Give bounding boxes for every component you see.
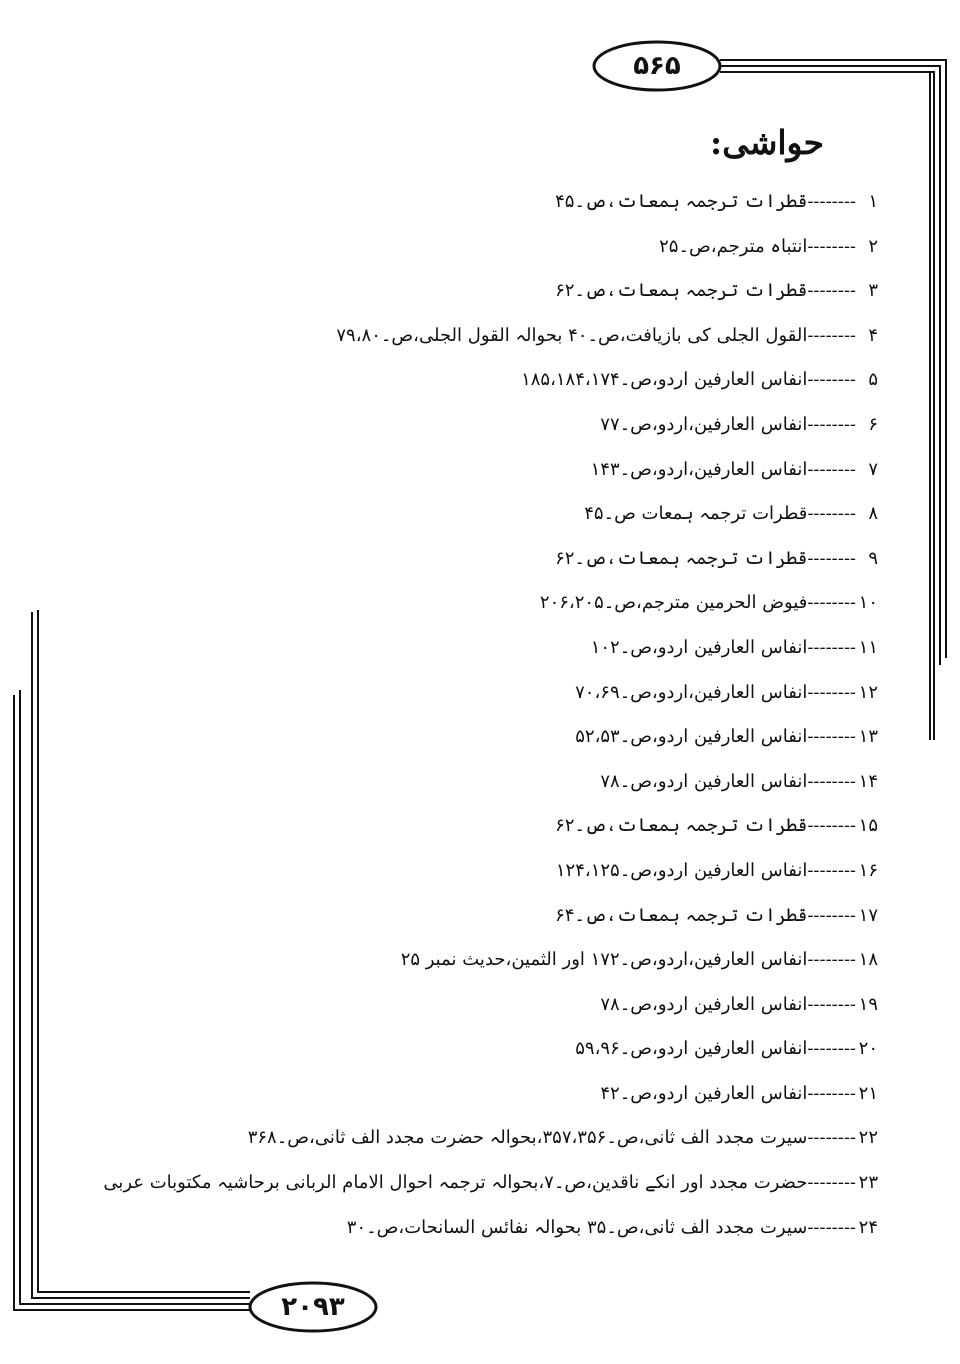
footnote-number: ۱ [868,191,878,212]
footnote-19 [178,983,878,1028]
footnote-number: ۲۲ [858,1127,878,1149]
footnote-number: ۸ [868,503,878,525]
footnote-text: انفاس العارفین،اردو،ص۔۷۰،۶۹ [575,681,808,703]
footnote-text: انفاس العارفین اردو،ص۔۴۲ [600,1082,808,1104]
footnote-dash: -------- [807,949,856,971]
footnote-text: قطرات ترجمہ ہمعات ص۔۴۵ [584,503,808,525]
footnote-16 [178,849,878,894]
footnote-17 [178,894,878,939]
footnote-number: ۹ [868,547,878,569]
footnote-21 [178,1072,878,1117]
footnote-text: انفاس العارفین اردو،ص۔۷۸ [600,993,808,1015]
footnote-dash: -------- [807,235,856,257]
footnote-number: ۵ [868,369,878,391]
footnote-text: قطرات ترجمہ ہمعات،ص۔۶۴ [555,904,808,926]
footnote-dash: -------- [807,503,856,525]
footnote-number: ۱۱ [858,636,878,658]
footnote-dash: -------- [807,369,856,391]
footnote-11 [178,626,878,671]
footnote-text: سیرت مجدد الف ثانی،ص۔۳۵ بحوالہ نفائس السانحات،ص۔۳۰ [346,1216,808,1238]
footnote-dash: -------- [807,1127,856,1149]
footnote-1 [178,180,878,225]
footnote-dash: -------- [807,904,856,926]
footnote-8 [178,492,878,537]
bottom-page-number: ۲۰۹۳ [281,1292,345,1322]
footnote-dash: -------- [807,1216,856,1238]
footnote-text: انفاس العارفین،اردو،ص۔۱۷۲ اور الثمین،حدیث نمبر ۲۵ [400,949,808,971]
footnote-3 [178,269,878,314]
footnote-10 [178,581,878,626]
footnote-number: ۱۹ [858,993,878,1015]
footnote-4 [178,314,878,359]
footnote-7 [178,448,878,493]
footnote-number: ۲۰ [858,1038,878,1060]
footnote-number: ۱۳ [858,726,878,748]
footnote-dash: -------- [807,191,856,212]
footnote-13 [178,715,878,760]
footnote-text: قطرات ترجمہ ہمعات،ص۔۶۲ [555,815,808,837]
footnote-dash: -------- [807,1038,856,1060]
footnote-dash: -------- [807,324,856,346]
footnote-number: ۱۲ [858,681,878,703]
footnote-text: سیرت مجدد الف ثانی،ص۔۳۵۷،۳۵۶،بحوالہ حضرت مجدد الف ثانی،ص۔۳۶۸ [247,1127,808,1149]
footnote-text: انفاس العارفین اردو،ص۔۱۸۵،۱۸۴،۱۷۴ [521,369,808,391]
footnote-dash: -------- [807,815,856,837]
footnotes-list [103,180,878,1250]
footnote-text: انفاس العارفین اردو،ص۔۱۲۴،۱۲۵ [555,859,808,881]
footnote-number: ۱۶ [858,859,878,881]
footnote-dash: -------- [807,547,856,569]
footnotes-heading: حواشی: [710,123,824,162]
footnote-text: انتباہ مترجم،ص۔۲۵ [659,235,808,257]
footnote-text: حضرت مجدد اور انکے ناقدین،ص۔۷،بحوالہ ترجمہ احوال الامام الربانی برحاشیہ مکتوبات عربی [103,1172,808,1194]
footnote-dash: -------- [807,681,856,703]
footnote-text: انفاس العارفین اردو،ص۔۱۰۲ [590,636,808,658]
footnote-number: ۱۷ [858,904,878,926]
footnote-dash: -------- [807,636,856,658]
footnote-number: ۳ [868,280,878,302]
footnote-14 [178,760,878,805]
footnote-number: ۲ [868,235,878,257]
footnote-text: انفاس العارفین اردو،ص۔۵۲،۵۳ [575,726,808,748]
footnote-9 [178,537,878,582]
footnote-text: قطرات ترجمہ ہمعات،ص۔۴۵ [555,191,808,212]
footnote-text: انفاس العارفین،اردو،ص۔۱۴۳ [590,458,808,480]
footnote-text: قطرات ترجمہ ہمعات،ص۔۶۲ [555,547,808,569]
footnote-dash: -------- [807,413,856,435]
footnote-12 [178,671,878,716]
footnote-dash: -------- [807,1082,856,1104]
footnote-text: انفاس العارفین اردو،ص۔۷۸ [600,770,808,792]
footnote-text: انفاس العارفین اردو،ص۔۵۹،۹۶ [575,1038,808,1060]
footnote-text: قطرات ترجمہ ہمعات،ص۔۶۲ [555,280,808,302]
footnote-18 [178,938,878,983]
footnote-text: فیوض الحرمین مترجم،ص۔۲۰۶،۲۰۵ [539,592,808,614]
footnote-number: ۱۵ [858,815,878,837]
footnote-dash: -------- [807,859,856,881]
footnote-number: ۱۰ [858,592,878,614]
footnote-2 [178,225,878,270]
footnote-6 [178,403,878,448]
footnote-number: ۲۴ [858,1216,878,1238]
footnote-number: ۲۱ [858,1082,878,1104]
footnote-dash: -------- [807,280,856,302]
footnote-22 [178,1116,878,1161]
footnote-number: ۷ [868,458,878,480]
footnote-dash: -------- [807,770,856,792]
footnote-dash: -------- [807,458,856,480]
footnote-number: ۱۴ [858,770,878,792]
footnote-20 [178,1027,878,1072]
footnote-24 [178,1206,878,1251]
footnote-text: انفاس العارفین،اردو،ص۔۷۷ [600,413,808,435]
footnote-number: ۶ [868,413,878,435]
footnote-15 [178,804,878,849]
footnote-number: ۱۸ [858,949,878,971]
footnote-text: القول الجلی کی بازیافت،ص۔۴۰ بحوالہ القول الجلی،ص۔۷۹،۸۰ [336,324,808,346]
footnote-dash: -------- [807,993,856,1015]
footnote-5 [178,358,878,403]
footnote-number: ۲۳ [858,1172,878,1194]
footnote-23 [103,1161,878,1206]
top-page-number: ۵۶۵ [633,51,681,81]
footnote-dash: -------- [807,1172,856,1194]
footnote-number: ۴ [868,324,878,346]
footnote-dash: -------- [807,592,856,614]
footnote-dash: -------- [807,726,856,748]
